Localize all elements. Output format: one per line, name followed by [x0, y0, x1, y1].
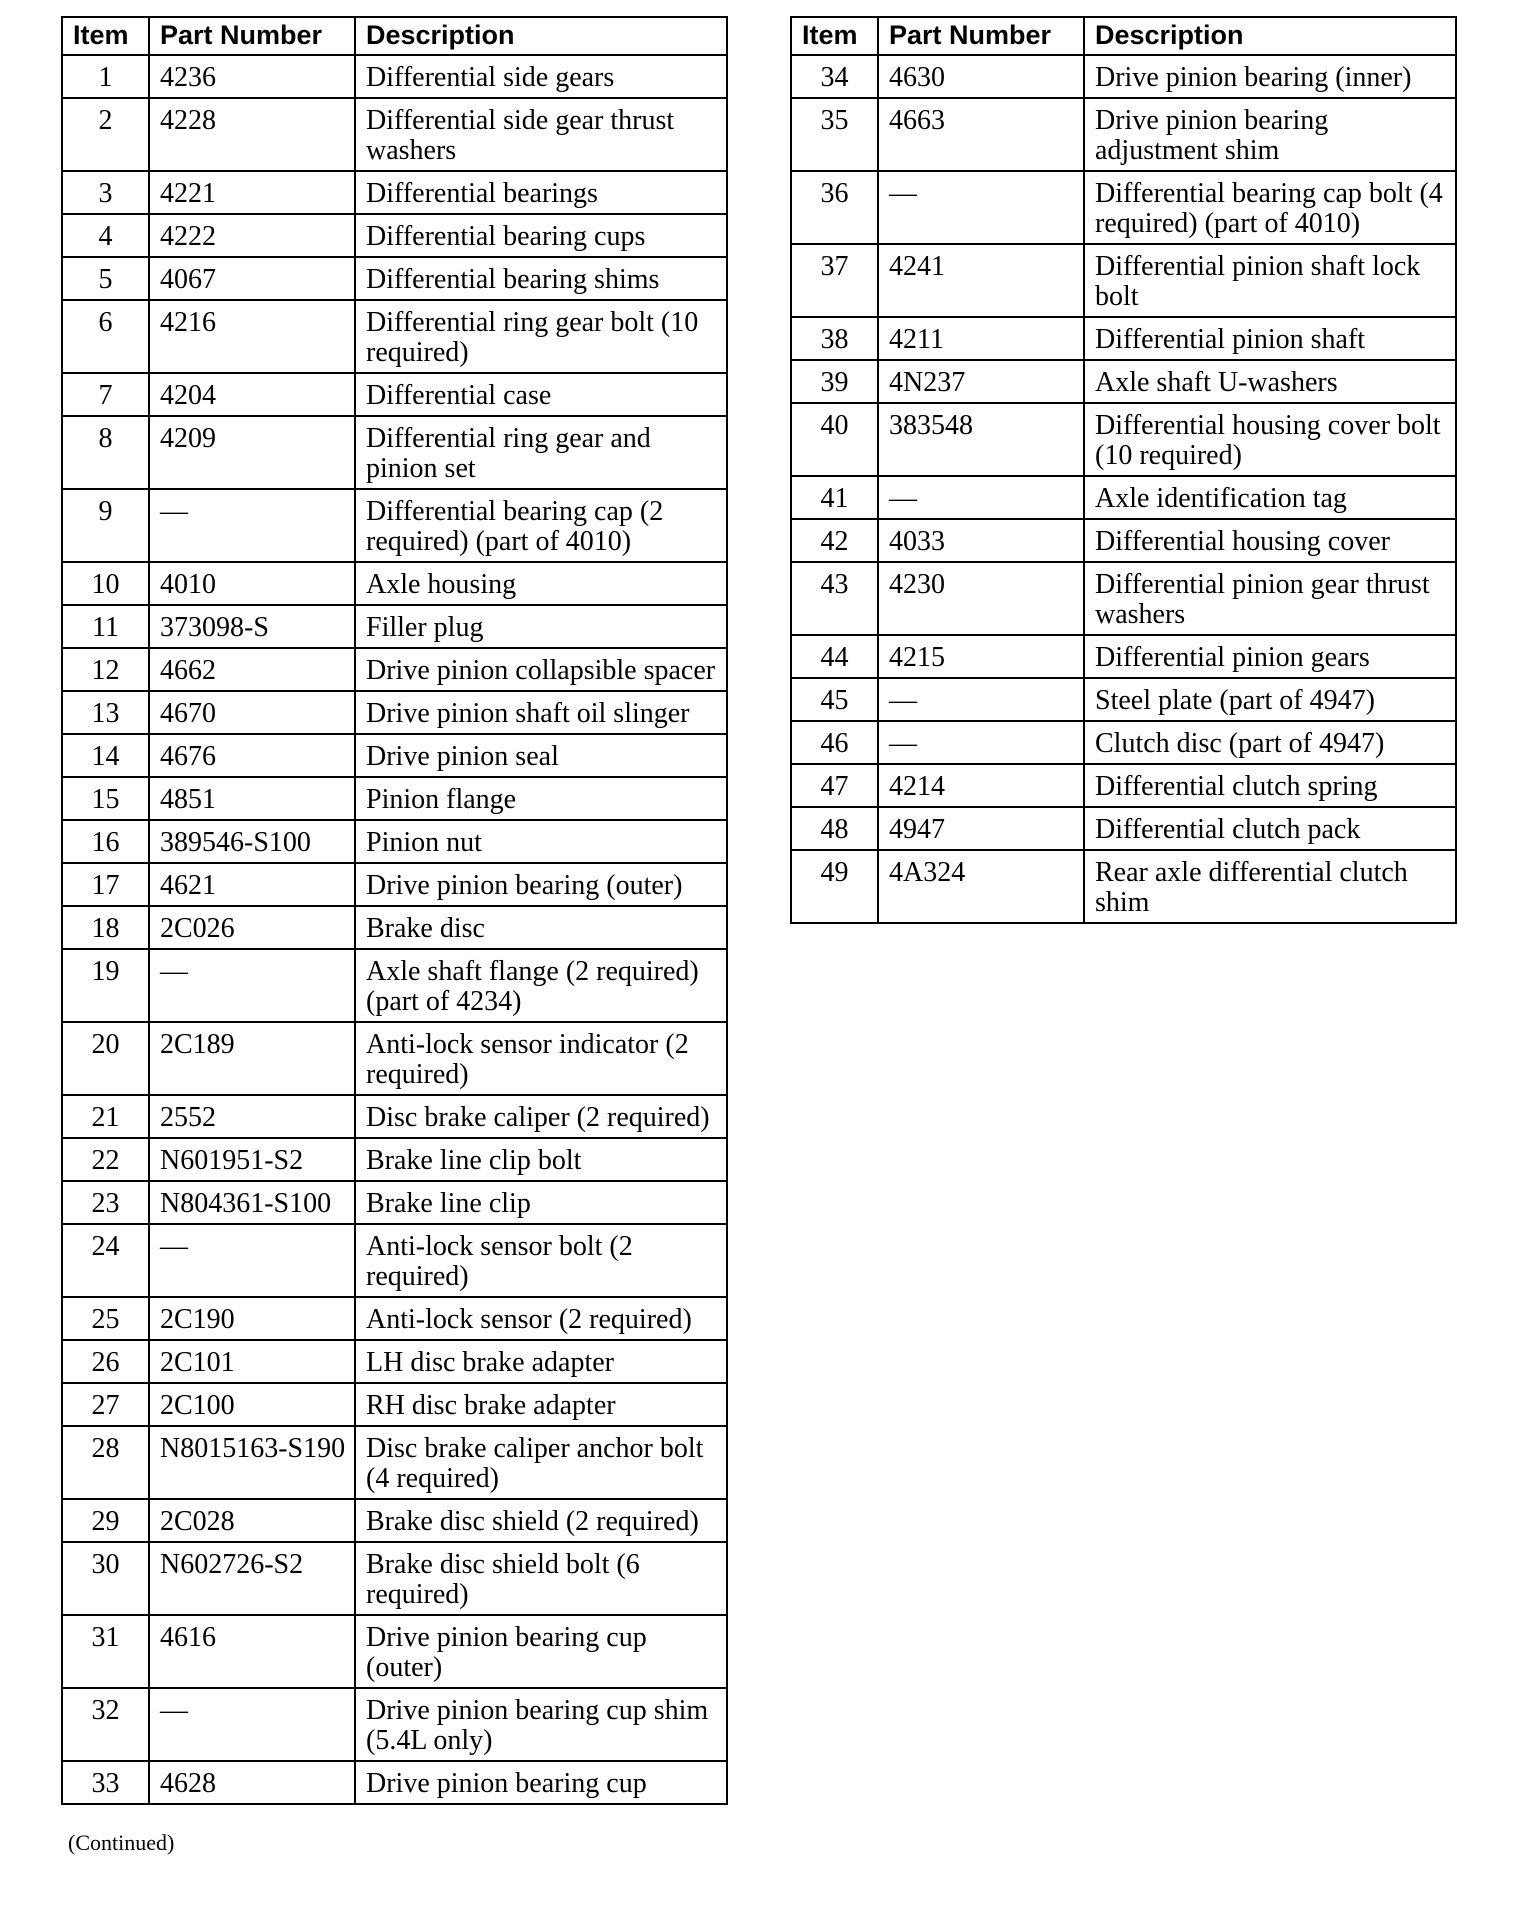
item-cell: 46	[791, 721, 878, 764]
column-header-description: Description	[355, 17, 727, 55]
description-cell: Steel plate (part of 4947)	[1084, 678, 1456, 721]
table-row	[62, 98, 727, 171]
description-cell: Axle identification tag	[1084, 476, 1456, 519]
table-row	[62, 1688, 727, 1761]
part-number-cell: 4222	[149, 214, 355, 257]
table-row	[791, 807, 1456, 850]
description-cell: Rear axle differential clutch shim	[1084, 850, 1456, 923]
item-cell: 37	[791, 244, 878, 317]
table-row	[62, 1761, 727, 1804]
part-number-cell: 4230	[878, 562, 1084, 635]
part-number-cell: 4241	[878, 244, 1084, 317]
table-row	[62, 820, 727, 863]
description-cell: Anti-lock sensor (2 required)	[355, 1297, 727, 1340]
column-header-part-number: Part Number	[878, 17, 1084, 55]
part-number-cell: 4663	[878, 98, 1084, 171]
table-row	[62, 171, 727, 214]
table-row	[791, 403, 1456, 476]
item-cell: 7	[62, 373, 149, 416]
description-cell: LH disc brake adapter	[355, 1340, 727, 1383]
column-header-part-number: Part Number	[149, 17, 355, 55]
item-cell: 3	[62, 171, 149, 214]
item-cell: 4	[62, 214, 149, 257]
item-cell: 26	[62, 1340, 149, 1383]
description-cell: Filler plug	[355, 605, 727, 648]
table-row	[791, 764, 1456, 807]
description-cell: Disc brake caliper anchor bolt (4 required)	[355, 1426, 727, 1499]
item-cell: 15	[62, 777, 149, 820]
item-cell: 30	[62, 1542, 149, 1615]
item-cell: 36	[791, 171, 878, 244]
part-number-cell: 4010	[149, 562, 355, 605]
item-cell: 24	[62, 1224, 149, 1297]
table-row	[62, 777, 727, 820]
part-number-cell: 4216	[149, 300, 355, 373]
item-cell: 23	[62, 1181, 149, 1224]
description-cell: Differential bearing cups	[355, 214, 727, 257]
part-number-cell: 2C100	[149, 1383, 355, 1426]
item-cell: 12	[62, 648, 149, 691]
part-number-cell: 4621	[149, 863, 355, 906]
table-row	[62, 214, 727, 257]
item-cell: 25	[62, 1297, 149, 1340]
item-cell: 9	[62, 489, 149, 562]
description-cell: Drive pinion bearing cup	[355, 1761, 727, 1804]
item-cell: 20	[62, 1022, 149, 1095]
table-row	[791, 850, 1456, 923]
part-number-cell: 4630	[878, 55, 1084, 98]
part-number-cell: 4209	[149, 416, 355, 489]
part-number-cell: —	[149, 1224, 355, 1297]
part-number-cell: 2C101	[149, 1340, 355, 1383]
table-row	[62, 1022, 727, 1095]
part-number-cell: 2552	[149, 1095, 355, 1138]
column-header-item: Item	[791, 17, 878, 55]
item-cell: 10	[62, 562, 149, 605]
description-cell: Drive pinion bearing cup shim (5.4L only)	[355, 1688, 727, 1761]
table-row	[62, 1383, 727, 1426]
item-cell: 19	[62, 949, 149, 1022]
table-row	[791, 635, 1456, 678]
table-row	[62, 1426, 727, 1499]
part-number-cell: 2C189	[149, 1022, 355, 1095]
part-number-cell: 2C026	[149, 906, 355, 949]
item-cell: 44	[791, 635, 878, 678]
description-cell: Differential case	[355, 373, 727, 416]
table-row	[791, 678, 1456, 721]
part-number-cell: —	[149, 489, 355, 562]
item-cell: 21	[62, 1095, 149, 1138]
part-number-cell: N602726-S2	[149, 1542, 355, 1615]
item-cell: 33	[62, 1761, 149, 1804]
item-cell: 2	[62, 98, 149, 171]
table-row	[62, 257, 727, 300]
description-cell: Differential bearings	[355, 171, 727, 214]
description-cell: Differential pinion shaft	[1084, 317, 1456, 360]
description-cell: Axle shaft U-washers	[1084, 360, 1456, 403]
column-header-item: Item	[62, 17, 149, 55]
part-number-cell: 4214	[878, 764, 1084, 807]
table-row	[791, 519, 1456, 562]
item-cell: 31	[62, 1615, 149, 1688]
table-row	[62, 605, 727, 648]
table-row	[62, 562, 727, 605]
item-cell: 8	[62, 416, 149, 489]
table-header-row	[62, 17, 727, 55]
part-number-cell: 4228	[149, 98, 355, 171]
item-cell: 11	[62, 605, 149, 648]
part-number-cell: 4670	[149, 691, 355, 734]
parts-table-left-body	[62, 55, 727, 1804]
description-cell: Drive pinion bearing cup (outer)	[355, 1615, 727, 1688]
description-cell: Axle shaft flange (2 required) (part of 4234)	[355, 949, 727, 1022]
table-row	[62, 489, 727, 562]
table-row	[62, 863, 727, 906]
table-row	[62, 1224, 727, 1297]
description-cell: Drive pinion collapsible spacer	[355, 648, 727, 691]
description-cell: Brake disc	[355, 906, 727, 949]
part-number-cell: 389546-S100	[149, 820, 355, 863]
table-row	[62, 416, 727, 489]
item-cell: 14	[62, 734, 149, 777]
part-number-cell: 4628	[149, 1761, 355, 1804]
table-row	[62, 1542, 727, 1615]
item-cell: 41	[791, 476, 878, 519]
table-row	[791, 360, 1456, 403]
table-row	[791, 476, 1456, 519]
description-cell: Differential side gears	[355, 55, 727, 98]
part-number-cell: N804361-S100	[149, 1181, 355, 1224]
table-row	[62, 1297, 727, 1340]
table-row	[62, 691, 727, 734]
item-cell: 48	[791, 807, 878, 850]
part-number-cell: —	[878, 171, 1084, 244]
table-row	[791, 171, 1456, 244]
description-cell: Brake disc shield bolt (6 required)	[355, 1542, 727, 1615]
table-header-row	[791, 17, 1456, 55]
part-number-cell: 373098-S	[149, 605, 355, 648]
item-cell: 49	[791, 850, 878, 923]
description-cell: Differential clutch spring	[1084, 764, 1456, 807]
table-row	[791, 98, 1456, 171]
part-number-cell: —	[878, 678, 1084, 721]
table-row	[791, 317, 1456, 360]
part-number-cell: 4676	[149, 734, 355, 777]
part-number-cell: 4221	[149, 171, 355, 214]
item-cell: 45	[791, 678, 878, 721]
table-row	[62, 949, 727, 1022]
item-cell: 32	[62, 1688, 149, 1761]
description-cell: Differential clutch pack	[1084, 807, 1456, 850]
description-cell: Anti-lock sensor bolt (2 required)	[355, 1224, 727, 1297]
item-cell: 18	[62, 906, 149, 949]
item-cell: 16	[62, 820, 149, 863]
description-cell: Drive pinion bearing (inner)	[1084, 55, 1456, 98]
item-cell: 34	[791, 55, 878, 98]
part-number-cell: 4616	[149, 1615, 355, 1688]
item-cell: 43	[791, 562, 878, 635]
part-number-cell: 4215	[878, 635, 1084, 678]
parts-table-left	[61, 16, 728, 1805]
table-row	[62, 1340, 727, 1383]
description-cell: Pinion flange	[355, 777, 727, 820]
table-row	[62, 1499, 727, 1542]
part-number-cell: 4236	[149, 55, 355, 98]
item-cell: 17	[62, 863, 149, 906]
description-cell: Differential pinion gear thrust washers	[1084, 562, 1456, 635]
table-row	[62, 300, 727, 373]
part-number-cell: 4A324	[878, 850, 1084, 923]
part-number-cell: 4204	[149, 373, 355, 416]
part-number-cell: 2C190	[149, 1297, 355, 1340]
table-row	[791, 562, 1456, 635]
description-cell: Anti-lock sensor indicator (2 required)	[355, 1022, 727, 1095]
part-number-cell: —	[878, 476, 1084, 519]
item-cell: 39	[791, 360, 878, 403]
description-cell: Brake line clip bolt	[355, 1138, 727, 1181]
table-row	[791, 244, 1456, 317]
item-cell: 29	[62, 1499, 149, 1542]
table-row	[62, 55, 727, 98]
description-cell: Differential housing cover	[1084, 519, 1456, 562]
table-row	[62, 648, 727, 691]
part-number-cell: —	[149, 1688, 355, 1761]
description-cell: Differential ring gear bolt (10 required)	[355, 300, 727, 373]
part-number-cell: —	[878, 721, 1084, 764]
part-number-cell: N8015163-S190	[149, 1426, 355, 1499]
table-row	[62, 1615, 727, 1688]
description-cell: Differential bearing cap bolt (4 required) (part of 4010)	[1084, 171, 1456, 244]
part-number-cell: 4211	[878, 317, 1084, 360]
item-cell: 35	[791, 98, 878, 171]
description-cell: Pinion nut	[355, 820, 727, 863]
continued-note: (Continued)	[68, 1830, 175, 1855]
part-number-cell: —	[149, 949, 355, 1022]
item-cell: 28	[62, 1426, 149, 1499]
description-cell: Axle housing	[355, 562, 727, 605]
table-row	[791, 55, 1456, 98]
description-cell: Differential pinion shaft lock bolt	[1084, 244, 1456, 317]
description-cell: Differential side gear thrust washers	[355, 98, 727, 171]
part-number-cell: 4947	[878, 807, 1084, 850]
table-row	[62, 373, 727, 416]
description-cell: Brake line clip	[355, 1181, 727, 1224]
description-cell: Differential housing cover bolt (10 required)	[1084, 403, 1456, 476]
item-cell: 22	[62, 1138, 149, 1181]
item-cell: 6	[62, 300, 149, 373]
item-cell: 38	[791, 317, 878, 360]
description-cell: Differential ring gear and pinion set	[355, 416, 727, 489]
table-row	[791, 721, 1456, 764]
part-number-cell: 383548	[878, 403, 1084, 476]
item-cell: 47	[791, 764, 878, 807]
column-header-description: Description	[1084, 17, 1456, 55]
description-cell: Drive pinion bearing adjustment shim	[1084, 98, 1456, 171]
description-cell: Drive pinion shaft oil slinger	[355, 691, 727, 734]
item-cell: 27	[62, 1383, 149, 1426]
description-cell: Drive pinion seal	[355, 734, 727, 777]
description-cell: Brake disc shield (2 required)	[355, 1499, 727, 1542]
table-row	[62, 1095, 727, 1138]
table-row	[62, 1138, 727, 1181]
item-cell: 13	[62, 691, 149, 734]
description-cell: Differential bearing shims	[355, 257, 727, 300]
part-number-cell: 4662	[149, 648, 355, 691]
description-cell: RH disc brake adapter	[355, 1383, 727, 1426]
part-number-cell: 4851	[149, 777, 355, 820]
description-cell: Differential pinion gears	[1084, 635, 1456, 678]
parts-table-right	[790, 16, 1457, 924]
table-row	[62, 1181, 727, 1224]
part-number-cell: 4033	[878, 519, 1084, 562]
part-number-cell: N601951-S2	[149, 1138, 355, 1181]
parts-table-right-body	[791, 55, 1456, 923]
table-row	[62, 734, 727, 777]
part-number-cell: 4N237	[878, 360, 1084, 403]
table-row	[62, 906, 727, 949]
description-cell: Clutch disc (part of 4947)	[1084, 721, 1456, 764]
description-cell: Drive pinion bearing (outer)	[355, 863, 727, 906]
item-cell: 5	[62, 257, 149, 300]
part-number-cell: 2C028	[149, 1499, 355, 1542]
description-cell: Differential bearing cap (2 required) (part of 4010)	[355, 489, 727, 562]
item-cell: 42	[791, 519, 878, 562]
item-cell: 40	[791, 403, 878, 476]
description-cell: Disc brake caliper (2 required)	[355, 1095, 727, 1138]
item-cell: 1	[62, 55, 149, 98]
part-number-cell: 4067	[149, 257, 355, 300]
